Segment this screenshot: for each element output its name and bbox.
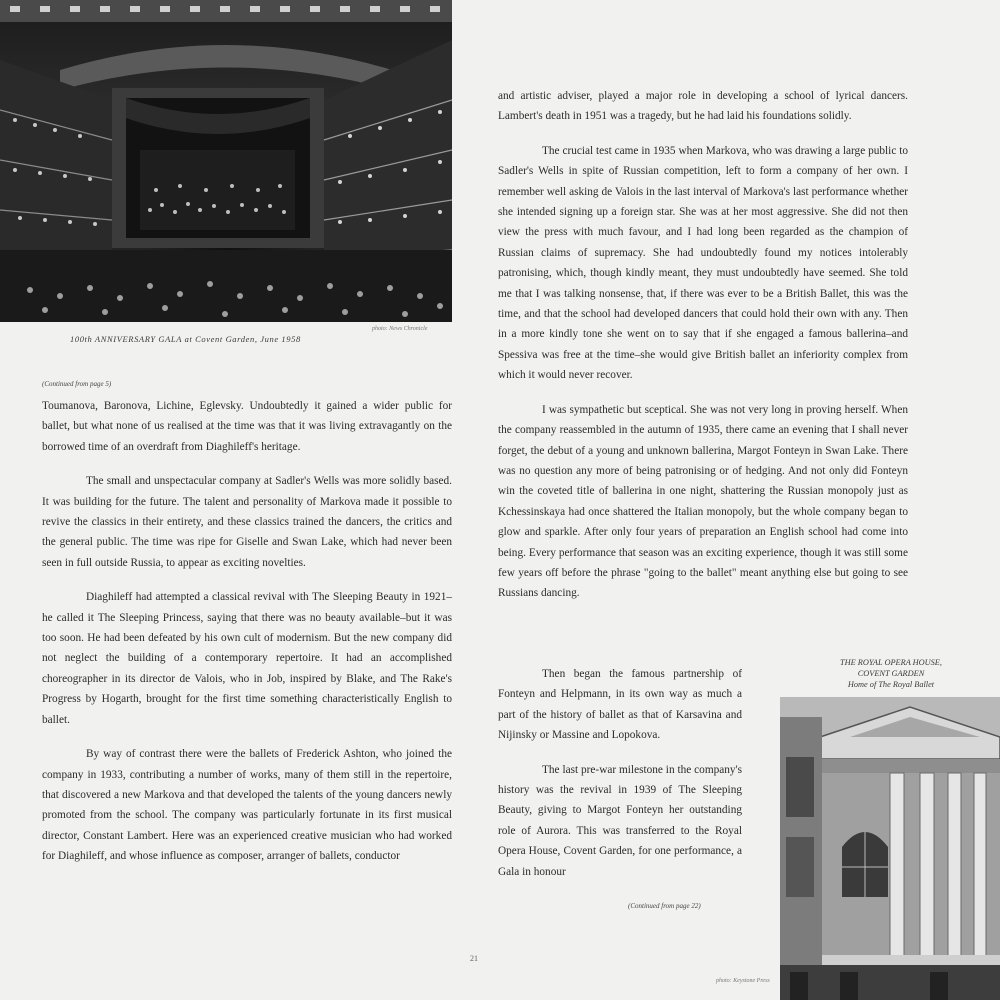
right-paragraph-2: The crucial test came in 1935 when Markova, who was drawing a large public to Sadler's Wells in spite of Russian competition, left to form a company of her own. I remember well asking de Valois in the last interval of Markova's last performance whether she intended signing up a foreign star. She was at her most aggressive. She did not then view the press with much favour, and I had long been regarded as the champion of Russian claims of supremacy. She had undoubtedly found my notices intolerably patronising, which, though kindly meant, they must undoubtedly have seemed. She told me that I was talking nonsense, that, if there was ever to be a British Ballet, this was the time, and that the school had developed dancers that could hold their own with any. Then in a more kindly tone she went on to say that if she engaged a famous ballerina–and Spessiva was free at the time–she would give British ballet an inferiority complex from which it would never recover. <box>498 144 908 382</box>
top-photo-credit: photo: News Chronicle <box>372 326 428 332</box>
left-paragraph-2: The small and unspectacular company at Sadler's Wells was more solidly based. It was building for the future. The talent and personality of Markova made it possible to revive the classics in their entirety, and these classics trained the dancers, the critics and the general public. The time was ripe for Giselle and Swan Lake, which had never been seen in full outside Russia, to appear as exciting novelties. <box>42 475 452 569</box>
right-paragraph-5: The last pre-war milestone in the company's history was the revival in 1939 of The Sleeping Beauty, giving to Margot Fonteyn her outstanding role of Aurora. This was transferred to the Royal Opera House, Covent Garden, for one performance, a Gala in honour <box>498 763 742 878</box>
right-column-upper <box>498 86 908 604</box>
opera-photo-credit: photo: Keystone Press <box>716 978 770 984</box>
page-number: 21 <box>470 954 478 963</box>
left-paragraph-3: Diaghileff had attempted a classical revival with The Sleeping Beauty in 1921–he called it The Sleeping Princess, saying that there was no beauty available–but it was too soon. He had been defeated by his own cult of modernism. But the new company did not neglect the building of a contemporary repertoire. It had an accomplished choreographer in its director de Valois, who in Job, inspired by Blake, and The Rake's Progress by Hogarth, brought for the first time something characteristically English to ballet. <box>42 591 452 726</box>
right-paragraph-4: Then began the famous partnership of Fonteyn and Helpmann, in its own way as much a part of the history of ballet as that of Karsavina and Nijinsky or Massine and Lopokova. <box>498 668 742 742</box>
right-paragraph-3: I was sympathetic but sceptical. She was not very long in proving herself. When the company reassembled in the autumn of 1935, there came an evening that I shall never forget, the debut of a young and unknown ballerina, Margot Fonteyn in Swan Lake. There was no question any more of being patronising or of hedging. And not only did Fonteyn win the coveted title of ballerina in one night, shattering the Russian monopoly just as Kchessinskaya had once shattered the Italian monopoly, but the whole company began to glow and sparkle. After only four years of preparation an English school had come into being. Every performance that season was an exciting experience, though it was still some few years off before the phrase "going to the ballet" meant anything else but going to see Russians dancing. <box>498 403 908 600</box>
opera-caption-line-2: COVENT GARDEN <box>857 669 925 678</box>
left-paragraph-4: By way of contrast there were the ballets of Frederick Ashton, who joined the company in 1933, contributing a number of works, many of them still in the repertoire, that discovered a new Markova and that developed the talents of the young dancers newly promoted from the school. The company was particularly fortunate in its first musical director, Constant Lambert. Here was an experienced creative musician who had worked for Diaghileff, and whose influence as composer, arranger of ballets, conductor <box>42 748 452 863</box>
theatre-photo <box>0 0 452 322</box>
top-photo-caption: 100th ANNIVERSARY GALA at Covent Garden, June 1958 <box>70 334 301 344</box>
opera-house-illustration <box>780 697 1000 1000</box>
opera-caption-line-1: THE ROYAL OPERA HOUSE, <box>840 658 942 667</box>
right-column-lower <box>498 664 742 882</box>
right-paragraph-1: and artistic adviser, played a major role in developing a school of lyrical dancers. Lambert's death in 1951 was a tragedy, but he had laid his foundations solidly. <box>498 90 908 123</box>
opera-house-photo <box>780 697 1000 1000</box>
left-paragraph-1: Toumanova, Baronova, Lichine, Eglevsky. Undoubtedly it gained a wider public for ballet, but what none of us realised at the time was that it was living extravagantly on the borrowed time of an overdraft from Diaghileff's heritage. <box>42 400 452 453</box>
opera-house-caption <box>786 657 996 690</box>
theatre-illustration <box>0 0 452 322</box>
continued-on-label: (Continued from page 22) <box>628 902 701 910</box>
continued-from-label: (Continued from page 5) <box>42 380 112 388</box>
opera-caption-line-3: Home of The Royal Ballet <box>847 680 935 689</box>
left-column <box>42 396 452 867</box>
